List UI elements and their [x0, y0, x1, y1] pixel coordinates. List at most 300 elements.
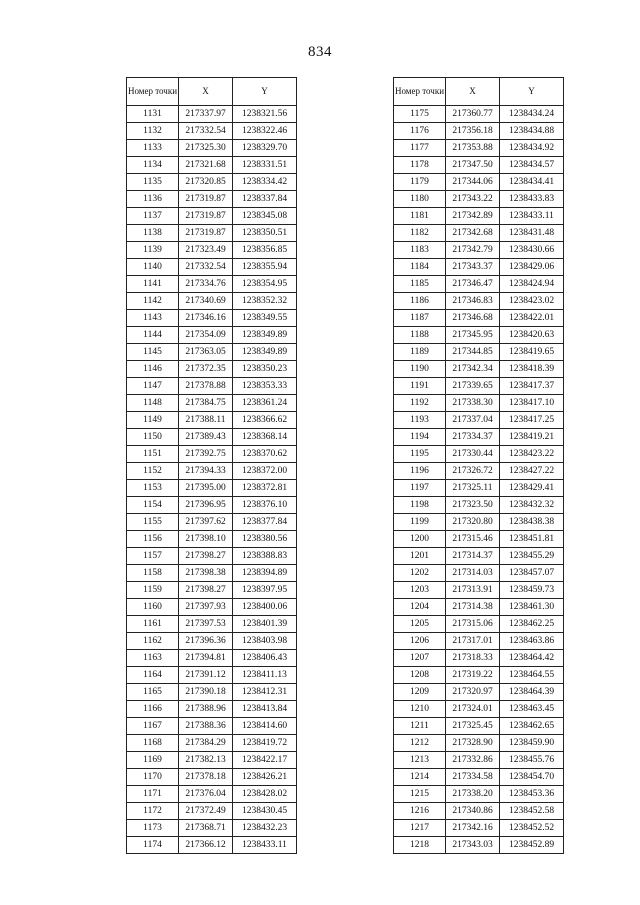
table-row [127, 752, 297, 769]
table-row [127, 684, 297, 701]
table-row [127, 123, 297, 140]
table-row [127, 259, 297, 276]
cell-y: 1238438.38 [500, 514, 564, 531]
cell-point-number: 1163 [127, 650, 179, 667]
cell-point-number: 1165 [127, 684, 179, 701]
header-y: Y [500, 78, 564, 106]
cell-point-number: 1161 [127, 616, 179, 633]
cell-x: 217342.68 [446, 225, 500, 242]
table-row [394, 327, 564, 344]
table-row [127, 497, 297, 514]
cell-x: 217332.54 [179, 123, 233, 140]
cell-point-number: 1207 [394, 650, 446, 667]
table-row [127, 633, 297, 650]
cell-point-number: 1193 [394, 412, 446, 429]
cell-point-number: 1181 [394, 208, 446, 225]
cell-x: 217340.86 [446, 803, 500, 820]
cell-point-number: 1200 [394, 531, 446, 548]
cell-y: 1238432.32 [500, 497, 564, 514]
cell-y: 1238354.95 [233, 276, 297, 293]
table-row [127, 769, 297, 786]
cell-point-number: 1176 [394, 123, 446, 140]
cell-y: 1238434.92 [500, 140, 564, 157]
table-row [127, 650, 297, 667]
cell-x: 217392.75 [179, 446, 233, 463]
header-point-number: Номер точки [394, 78, 446, 106]
table-row [394, 378, 564, 395]
cell-x: 217317.01 [446, 633, 500, 650]
table-row [394, 497, 564, 514]
cell-x: 217315.46 [446, 531, 500, 548]
cell-y: 1238429.41 [500, 480, 564, 497]
table-row [394, 633, 564, 650]
cell-point-number: 1164 [127, 667, 179, 684]
cell-point-number: 1132 [127, 123, 179, 140]
cell-y: 1238350.51 [233, 225, 297, 242]
cell-point-number: 1196 [394, 463, 446, 480]
cell-y: 1238331.51 [233, 157, 297, 174]
cell-y: 1238455.29 [500, 548, 564, 565]
cell-y: 1238428.02 [233, 786, 297, 803]
cell-y: 1238426.21 [233, 769, 297, 786]
cell-point-number: 1133 [127, 140, 179, 157]
cell-point-number: 1168 [127, 735, 179, 752]
cell-y: 1238463.86 [500, 633, 564, 650]
cell-point-number: 1208 [394, 667, 446, 684]
cell-x: 217395.00 [179, 480, 233, 497]
cell-point-number: 1202 [394, 565, 446, 582]
cell-x: 217343.22 [446, 191, 500, 208]
cell-x: 217323.50 [446, 497, 500, 514]
table-row [127, 395, 297, 412]
cell-point-number: 1217 [394, 820, 446, 837]
table-row [394, 157, 564, 174]
cell-point-number: 1212 [394, 735, 446, 752]
table-row [127, 820, 297, 837]
cell-y: 1238433.11 [233, 837, 297, 854]
cell-x: 217323.49 [179, 242, 233, 259]
cell-point-number: 1201 [394, 548, 446, 565]
table-row [394, 191, 564, 208]
table-row [127, 582, 297, 599]
table-row [394, 701, 564, 718]
cell-x: 217334.58 [446, 769, 500, 786]
cell-x: 217320.85 [179, 174, 233, 191]
cell-y: 1238422.17 [233, 752, 297, 769]
table-row [127, 667, 297, 684]
cell-x: 217397.53 [179, 616, 233, 633]
cell-x: 217319.87 [179, 225, 233, 242]
cell-point-number: 1169 [127, 752, 179, 769]
cell-point-number: 1214 [394, 769, 446, 786]
cell-point-number: 1190 [394, 361, 446, 378]
table-header-row [127, 78, 297, 106]
cell-x: 217347.50 [446, 157, 500, 174]
table-row [394, 752, 564, 769]
cell-x: 217342.89 [446, 208, 500, 225]
cell-y: 1238349.89 [233, 327, 297, 344]
header-point-number: Номер точки [127, 78, 179, 106]
cell-x: 217320.97 [446, 684, 500, 701]
cell-x: 217346.47 [446, 276, 500, 293]
cell-y: 1238403.98 [233, 633, 297, 650]
table-row [394, 242, 564, 259]
cell-y: 1238462.65 [500, 718, 564, 735]
cell-y: 1238377.84 [233, 514, 297, 531]
table-row [394, 531, 564, 548]
table-row [127, 361, 297, 378]
cell-x: 217384.75 [179, 395, 233, 412]
cell-y: 1238459.90 [500, 735, 564, 752]
cell-x: 217363.05 [179, 344, 233, 361]
cell-x: 217321.68 [179, 157, 233, 174]
cell-x: 217346.68 [446, 310, 500, 327]
cell-y: 1238401.39 [233, 616, 297, 633]
cell-y: 1238455.76 [500, 752, 564, 769]
cell-x: 217314.03 [446, 565, 500, 582]
cell-point-number: 1162 [127, 633, 179, 650]
cell-y: 1238400.06 [233, 599, 297, 616]
cell-point-number: 1151 [127, 446, 179, 463]
table-row [394, 310, 564, 327]
cell-x: 217338.30 [446, 395, 500, 412]
coordinates-table-right [393, 77, 564, 854]
header-x: X [446, 78, 500, 106]
cell-x: 217344.06 [446, 174, 500, 191]
cell-x: 217388.96 [179, 701, 233, 718]
cell-point-number: 1171 [127, 786, 179, 803]
cell-point-number: 1145 [127, 344, 179, 361]
cell-x: 217325.45 [446, 718, 500, 735]
cell-y: 1238451.81 [500, 531, 564, 548]
table-row [127, 701, 297, 718]
cell-point-number: 1180 [394, 191, 446, 208]
header-x: X [179, 78, 233, 106]
cell-point-number: 1143 [127, 310, 179, 327]
cell-point-number: 1213 [394, 752, 446, 769]
cell-x: 217384.29 [179, 735, 233, 752]
cell-point-number: 1152 [127, 463, 179, 480]
cell-x: 217397.93 [179, 599, 233, 616]
cell-y: 1238350.23 [233, 361, 297, 378]
cell-y: 1238420.63 [500, 327, 564, 344]
cell-x: 217343.03 [446, 837, 500, 854]
table-row [394, 463, 564, 480]
cell-y: 1238353.33 [233, 378, 297, 395]
cell-point-number: 1131 [127, 106, 179, 123]
cell-x: 217390.18 [179, 684, 233, 701]
cell-point-number: 1139 [127, 242, 179, 259]
table-row [127, 191, 297, 208]
cell-x: 217314.38 [446, 599, 500, 616]
cell-point-number: 1174 [127, 837, 179, 854]
cell-x: 217313.91 [446, 582, 500, 599]
table-row [127, 429, 297, 446]
cell-y: 1238419.65 [500, 344, 564, 361]
cell-y: 1238459.73 [500, 582, 564, 599]
cell-y: 1238411.13 [233, 667, 297, 684]
cell-point-number: 1153 [127, 480, 179, 497]
cell-point-number: 1146 [127, 361, 179, 378]
cell-y: 1238352.32 [233, 293, 297, 310]
cell-y: 1238452.58 [500, 803, 564, 820]
cell-y: 1238464.42 [500, 650, 564, 667]
cell-y: 1238329.70 [233, 140, 297, 157]
cell-x: 217391.12 [179, 667, 233, 684]
cell-x: 217346.16 [179, 310, 233, 327]
cell-x: 217342.34 [446, 361, 500, 378]
table-row [394, 616, 564, 633]
cell-x: 217354.09 [179, 327, 233, 344]
cell-point-number: 1167 [127, 718, 179, 735]
cell-x: 217330.44 [446, 446, 500, 463]
cell-x: 217315.06 [446, 616, 500, 633]
table-row [127, 514, 297, 531]
cell-x: 217342.16 [446, 820, 500, 837]
table-row [127, 531, 297, 548]
cell-point-number: 1186 [394, 293, 446, 310]
cell-point-number: 1137 [127, 208, 179, 225]
cell-y: 1238417.25 [500, 412, 564, 429]
cell-y: 1238453.36 [500, 786, 564, 803]
table-row [394, 361, 564, 378]
cell-x: 217319.87 [179, 208, 233, 225]
table-row [394, 735, 564, 752]
cell-y: 1238356.85 [233, 242, 297, 259]
cell-y: 1238423.02 [500, 293, 564, 310]
cell-point-number: 1194 [394, 429, 446, 446]
cell-y: 1238462.25 [500, 616, 564, 633]
cell-x: 217372.35 [179, 361, 233, 378]
table-row [394, 429, 564, 446]
cell-y: 1238380.56 [233, 531, 297, 548]
cell-x: 217319.87 [179, 191, 233, 208]
cell-y: 1238429.06 [500, 259, 564, 276]
cell-point-number: 1197 [394, 480, 446, 497]
cell-x: 217325.11 [446, 480, 500, 497]
cell-x: 217339.65 [446, 378, 500, 395]
cell-point-number: 1215 [394, 786, 446, 803]
table-row [394, 225, 564, 242]
table-row [127, 786, 297, 803]
cell-x: 217326.72 [446, 463, 500, 480]
cell-point-number: 1195 [394, 446, 446, 463]
cell-y: 1238422.01 [500, 310, 564, 327]
table-row [127, 327, 297, 344]
cell-x: 217398.10 [179, 531, 233, 548]
cell-y: 1238427.22 [500, 463, 564, 480]
table-row [127, 344, 297, 361]
cell-x: 217368.71 [179, 820, 233, 837]
cell-x: 217366.12 [179, 837, 233, 854]
cell-y: 1238419.72 [233, 735, 297, 752]
cell-point-number: 1179 [394, 174, 446, 191]
cell-x: 217344.85 [446, 344, 500, 361]
table-row [127, 242, 297, 259]
cell-point-number: 1187 [394, 310, 446, 327]
cell-point-number: 1205 [394, 616, 446, 633]
cell-point-number: 1149 [127, 412, 179, 429]
cell-x: 217340.69 [179, 293, 233, 310]
cell-y: 1238434.57 [500, 157, 564, 174]
table-row [127, 157, 297, 174]
cell-point-number: 1159 [127, 582, 179, 599]
cell-y: 1238432.23 [233, 820, 297, 837]
table-row [394, 718, 564, 735]
cell-point-number: 1177 [394, 140, 446, 157]
cell-x: 217324.01 [446, 701, 500, 718]
cell-x: 217388.36 [179, 718, 233, 735]
cell-y: 1238372.00 [233, 463, 297, 480]
cell-point-number: 1157 [127, 548, 179, 565]
cell-y: 1238366.62 [233, 412, 297, 429]
table-row [394, 293, 564, 310]
cell-point-number: 1199 [394, 514, 446, 531]
cell-point-number: 1155 [127, 514, 179, 531]
table-row [127, 803, 297, 820]
cell-y: 1238322.46 [233, 123, 297, 140]
cell-x: 217332.86 [446, 752, 500, 769]
cell-y: 1238417.10 [500, 395, 564, 412]
cell-point-number: 1203 [394, 582, 446, 599]
cell-y: 1238457.07 [500, 565, 564, 582]
table-row [394, 548, 564, 565]
table-row [127, 106, 297, 123]
cell-y: 1238361.24 [233, 395, 297, 412]
cell-y: 1238417.37 [500, 378, 564, 395]
table-row [394, 565, 564, 582]
table-row [127, 412, 297, 429]
cell-y: 1238321.56 [233, 106, 297, 123]
cell-x: 217398.27 [179, 548, 233, 565]
cell-y: 1238433.83 [500, 191, 564, 208]
cell-point-number: 1166 [127, 701, 179, 718]
cell-y: 1238418.39 [500, 361, 564, 378]
cell-x: 217342.79 [446, 242, 500, 259]
cell-point-number: 1134 [127, 157, 179, 174]
cell-y: 1238413.84 [233, 701, 297, 718]
table-row [394, 480, 564, 497]
cell-y: 1238406.43 [233, 650, 297, 667]
cell-point-number: 1148 [127, 395, 179, 412]
table-row [127, 378, 297, 395]
cell-y: 1238454.70 [500, 769, 564, 786]
cell-x: 217360.77 [446, 106, 500, 123]
cell-point-number: 1173 [127, 820, 179, 837]
cell-y: 1238434.41 [500, 174, 564, 191]
table-row [127, 548, 297, 565]
cell-x: 217356.18 [446, 123, 500, 140]
cell-y: 1238397.95 [233, 582, 297, 599]
table-row [394, 174, 564, 191]
table-row [127, 276, 297, 293]
cell-y: 1238430.66 [500, 242, 564, 259]
cell-x: 217398.38 [179, 565, 233, 582]
cell-x: 217318.33 [446, 650, 500, 667]
cell-y: 1238372.81 [233, 480, 297, 497]
table-row [394, 259, 564, 276]
cell-y: 1238452.52 [500, 820, 564, 837]
table-row [127, 208, 297, 225]
cell-y: 1238388.83 [233, 548, 297, 565]
cell-x: 217334.37 [446, 429, 500, 446]
table-row [127, 837, 297, 854]
cell-y: 1238370.62 [233, 446, 297, 463]
table-row [127, 140, 297, 157]
table-row [394, 650, 564, 667]
cell-point-number: 1172 [127, 803, 179, 820]
table-row [394, 803, 564, 820]
cell-y: 1238334.42 [233, 174, 297, 191]
cell-x: 217338.20 [446, 786, 500, 803]
table-row [127, 446, 297, 463]
cell-y: 1238431.48 [500, 225, 564, 242]
cell-x: 217378.18 [179, 769, 233, 786]
cell-point-number: 1210 [394, 701, 446, 718]
cell-x: 217337.04 [446, 412, 500, 429]
cell-y: 1238349.89 [233, 344, 297, 361]
cell-y: 1238394.89 [233, 565, 297, 582]
table-row [394, 208, 564, 225]
cell-x: 217378.88 [179, 378, 233, 395]
cell-point-number: 1209 [394, 684, 446, 701]
cell-x: 217325.30 [179, 140, 233, 157]
cell-y: 1238419.21 [500, 429, 564, 446]
header-y: Y [233, 78, 297, 106]
cell-point-number: 1170 [127, 769, 179, 786]
cell-y: 1238463.45 [500, 701, 564, 718]
cell-x: 217314.37 [446, 548, 500, 565]
cell-point-number: 1191 [394, 378, 446, 395]
cell-point-number: 1211 [394, 718, 446, 735]
cell-point-number: 1188 [394, 327, 446, 344]
table-header-row [394, 78, 564, 106]
table-row [394, 106, 564, 123]
table-row [394, 412, 564, 429]
cell-y: 1238464.55 [500, 667, 564, 684]
cell-y: 1238349.55 [233, 310, 297, 327]
cell-y: 1238461.30 [500, 599, 564, 616]
cell-x: 217398.27 [179, 582, 233, 599]
table-row [127, 463, 297, 480]
cell-y: 1238430.45 [233, 803, 297, 820]
cell-x: 217394.33 [179, 463, 233, 480]
coordinates-table-left [126, 77, 297, 854]
cell-y: 1238423.22 [500, 446, 564, 463]
cell-x: 217376.04 [179, 786, 233, 803]
cell-point-number: 1216 [394, 803, 446, 820]
cell-point-number: 1218 [394, 837, 446, 854]
table-row [127, 718, 297, 735]
table-row [127, 480, 297, 497]
cell-point-number: 1140 [127, 259, 179, 276]
cell-y: 1238424.94 [500, 276, 564, 293]
cell-y: 1238433.11 [500, 208, 564, 225]
cell-y: 1238345.08 [233, 208, 297, 225]
cell-point-number: 1182 [394, 225, 446, 242]
cell-point-number: 1147 [127, 378, 179, 395]
table-row [394, 344, 564, 361]
table-row [394, 599, 564, 616]
cell-x: 217346.83 [446, 293, 500, 310]
cell-y: 1238412.31 [233, 684, 297, 701]
cell-y: 1238414.60 [233, 718, 297, 735]
table-row [127, 616, 297, 633]
cell-y: 1238368.14 [233, 429, 297, 446]
cell-y: 1238337.84 [233, 191, 297, 208]
cell-x: 217345.95 [446, 327, 500, 344]
cell-point-number: 1198 [394, 497, 446, 514]
